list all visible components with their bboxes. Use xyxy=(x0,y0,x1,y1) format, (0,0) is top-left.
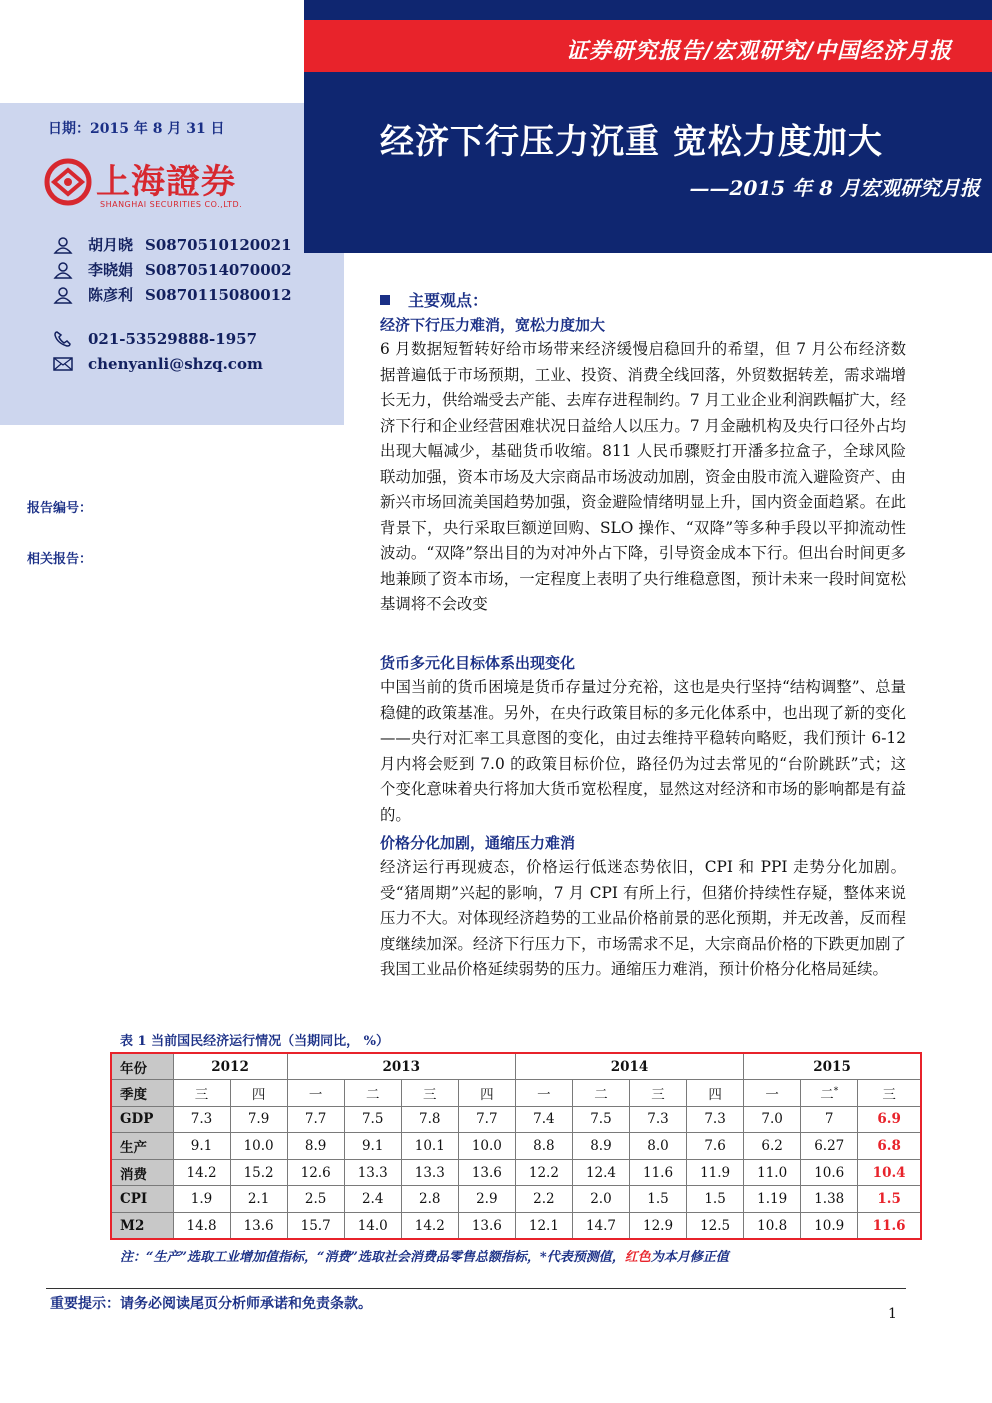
indicator-label: 生产 xyxy=(111,1133,173,1160)
person-icon xyxy=(52,236,74,254)
value-cell: 2.5 xyxy=(287,1186,344,1213)
value-cell: 1.5 xyxy=(630,1186,687,1213)
value-cell: 2.9 xyxy=(458,1186,515,1213)
value-cell: 11.6 xyxy=(630,1159,687,1186)
section-heading: 货币多元化目标体系出现变化 xyxy=(380,654,576,672)
value-cell: 14.7 xyxy=(572,1213,629,1240)
quarter-cell: 四 xyxy=(458,1080,515,1107)
value-cell: 12.1 xyxy=(515,1213,572,1240)
value-cell: 15.2 xyxy=(230,1159,287,1186)
value-cell: 7.0 xyxy=(744,1106,801,1133)
quarter-cell: 三 xyxy=(630,1080,687,1107)
value-cell: 1.38 xyxy=(801,1186,858,1213)
value-cell: 1.5 xyxy=(858,1186,921,1213)
related-reports-label: 相关报告： xyxy=(27,552,93,567)
logo-text-cn: 上海證券 xyxy=(96,162,236,202)
quarter-cell: 一 xyxy=(515,1080,572,1107)
value-cell: 10.9 xyxy=(801,1213,858,1240)
value-cell: 6.9 xyxy=(858,1106,921,1133)
section-paragraph: 6 月数据短暂转好给市场带来经济缓慢启稳回升的希望，但 7 月公布经济数据普遍低于市场预期，工业、投资、消费全线回落，外贸数据转差，需求端增长无力，供给端受去产能、去库存进程制约。7 月工业企业利润跌幅扩大，经济下行和企业经营困难状况日益给人以压力。7 月金融机构及央行口径外占均出现大幅减少，基础货币收缩。811 人民币骤贬打开潘多拉盒子，全球风险联动加强，资本市场及大宗商品市场波动加剧，资金由股市流入避险资产、由新兴市场回流美国趋势加强，资金避险情绪明显上升，国内资金面趋紧。在此背景下，央行采取巨额逆回购、SLO 操作、“双降”等多种手段以平抑流动性波动。“双降”祭出目的为对冲外占下降，引导资金成本下行。但出台时间更多地兼顾了资本市场，一定程度上表明了央行维稳意图，预计未来一段时间宽松基调将不会改变 xyxy=(380,340,906,613)
value-cell: 13.6 xyxy=(458,1213,515,1240)
quarter-cell: 二* xyxy=(801,1080,858,1107)
disclaimer-notice: 重要提示：请务必阅读尾页分析师承诺和免责条款。 xyxy=(50,1296,372,1312)
quarter-cell: 三 xyxy=(858,1080,921,1107)
value-cell: 2.2 xyxy=(515,1186,572,1213)
value-cell: 1.19 xyxy=(744,1186,801,1213)
value-cell: 10.0 xyxy=(458,1133,515,1160)
value-cell: 14.2 xyxy=(173,1159,230,1186)
economic-data-table xyxy=(110,1052,922,1240)
value-cell: 8.0 xyxy=(630,1133,687,1160)
value-cell: 7.3 xyxy=(630,1106,687,1133)
table-caption: 表 1 当前国民经济运行情况（当期同比， %） xyxy=(120,1034,389,1049)
analyst-1 xyxy=(52,234,292,255)
value-cell: 13.6 xyxy=(458,1159,515,1186)
value-cell: 7.3 xyxy=(687,1106,744,1133)
year-cell: 2015 xyxy=(744,1053,921,1080)
bullet-square-icon xyxy=(380,295,390,305)
value-cell: 12.5 xyxy=(687,1213,744,1240)
email-address[interactable]: chenyanli@shzq.com xyxy=(88,355,263,373)
phone-contact xyxy=(52,330,257,348)
person-icon xyxy=(52,261,74,279)
value-cell: 2.0 xyxy=(572,1186,629,1213)
analyst-id: S0870514070002 xyxy=(145,260,292,279)
value-cell: 11.9 xyxy=(687,1159,744,1186)
indicator-label: 消费 xyxy=(111,1159,173,1186)
value-cell: 10.6 xyxy=(801,1159,858,1186)
value-cell: 14.0 xyxy=(344,1213,401,1240)
value-cell: 13.3 xyxy=(401,1159,458,1186)
value-cell: 10.8 xyxy=(744,1213,801,1240)
footer-divider xyxy=(46,1288,906,1289)
value-cell: 6.2 xyxy=(744,1133,801,1160)
phone-icon xyxy=(52,330,74,348)
analyst-name: 胡月晓 xyxy=(88,236,134,254)
value-cell: 6.27 xyxy=(801,1133,858,1160)
value-cell: 2.8 xyxy=(401,1186,458,1213)
email-contact[interactable] xyxy=(52,355,263,373)
person-icon xyxy=(52,286,74,304)
value-cell: 8.9 xyxy=(572,1133,629,1160)
value-cell: 1.5 xyxy=(687,1186,744,1213)
value-cell: 15.7 xyxy=(287,1213,344,1240)
table-row xyxy=(111,1213,921,1240)
analyst-2 xyxy=(52,259,292,280)
value-cell: 11.6 xyxy=(858,1213,921,1240)
value-cell: 12.9 xyxy=(630,1213,687,1240)
value-cell: 1.9 xyxy=(173,1186,230,1213)
quarter-cell: 三 xyxy=(173,1080,230,1107)
table-row xyxy=(111,1186,921,1213)
report-title: 经济下行压力沉重 宽松力度加大 xyxy=(380,122,883,162)
value-cell: 7.5 xyxy=(572,1106,629,1133)
section-heading: 经济下行压力难消，宽松力度加大 xyxy=(380,316,606,334)
value-cell: 8.8 xyxy=(515,1133,572,1160)
mail-icon xyxy=(52,355,74,373)
year-cell: 2013 xyxy=(287,1053,515,1080)
value-cell: 7.5 xyxy=(344,1106,401,1133)
section-paragraph: 中国当前的货币困境是货币存量过分充裕，这也是央行坚持“结构调整”、总量稳健的政策基准。另外，在央行政策目标的多元化体系中，也出现了新的变化——央行对汇率工具意图的变化，由过去维持平稳转向略贬，我们预计 6-12 月内将会贬到 7.0 的政策目标价位，路径仍为过去常见的“台阶跳跃”式；这个变化意味着央行将加大货币宽松程度，显然这对经济和市场的影响都是有益的。 xyxy=(380,678,906,824)
table-note: 注：“生产”选取工业增加值指标，“消费”选取社会消费品零售总额指标，*代表预测值，红色为本月修正值 xyxy=(120,1250,729,1265)
page-number: 1 xyxy=(888,1306,897,1322)
analyst-id: S0870115080012 xyxy=(145,285,292,304)
year-header-cell: 年份 xyxy=(111,1053,173,1080)
quarter-cell: 二 xyxy=(572,1080,629,1107)
indicator-label: CPI xyxy=(111,1186,173,1213)
logo-text-en: SHANGHAI SECURITIES CO.,LTD. xyxy=(100,200,243,209)
table-row xyxy=(111,1159,921,1186)
value-cell: 7 xyxy=(801,1106,858,1133)
indicator-label: GDP xyxy=(111,1106,173,1133)
analyst-name: 李晓娟 xyxy=(88,261,134,279)
report-number-label: 报告编号： xyxy=(27,501,93,516)
series-title: 证券研究报告/宏观研究/中国经济月报 xyxy=(565,38,952,64)
quarter-cell: 一 xyxy=(287,1080,344,1107)
section-paragraph: 经济运行再现疲态，价格运行低迷态势依旧，CPI 和 PPI 走势分化加剧。受“猪周期”兴起的影响，7 月 CPI 有所上行，但猪价持续性存疑，整体来说压力不大。对体现经济趋势的工业品价格前景的恶化预期，并无改善，反而程度继续加深。经济下行压力下，市场需求不足，大宗商品价格的下跌更加剧了我国工业品价格延续弱势的压力。通缩压力难消，预计价格分化格局延续。 xyxy=(380,858,906,978)
quarter-cell: 一 xyxy=(744,1080,801,1107)
value-cell: 10.4 xyxy=(858,1159,921,1186)
report-date: 日期：2015 年 8 月 31 日 xyxy=(48,121,225,137)
value-cell: 10.1 xyxy=(401,1133,458,1160)
quarter-cell: 二 xyxy=(344,1080,401,1107)
logo-mark-icon xyxy=(44,158,92,206)
analyst-name: 陈彦利 xyxy=(88,286,134,304)
value-cell: 2.4 xyxy=(344,1186,401,1213)
value-cell: 7.7 xyxy=(458,1106,515,1133)
value-cell: 14.8 xyxy=(173,1213,230,1240)
report-subtitle: ——2015 年 8 月宏观研究月报 xyxy=(689,176,980,200)
value-cell: 13.3 xyxy=(344,1159,401,1186)
section-heading: 价格分化加剧，通缩压力难消 xyxy=(380,834,576,852)
table-row xyxy=(111,1106,921,1133)
quarter-cell: 三 xyxy=(401,1080,458,1107)
value-cell: 7.3 xyxy=(173,1106,230,1133)
indicator-label: M2 xyxy=(111,1213,173,1240)
value-cell: 8.9 xyxy=(287,1133,344,1160)
key-points-heading: 主要观点： xyxy=(380,288,488,311)
quarter-cell: 四 xyxy=(687,1080,744,1107)
value-cell: 11.0 xyxy=(744,1159,801,1186)
value-cell: 12.6 xyxy=(287,1159,344,1186)
value-cell: 14.2 xyxy=(401,1213,458,1240)
value-cell: 6.8 xyxy=(858,1133,921,1160)
value-cell: 12.4 xyxy=(572,1159,629,1186)
quarter-cell: 四 xyxy=(230,1080,287,1107)
value-cell: 12.2 xyxy=(515,1159,572,1186)
table-row xyxy=(111,1133,921,1160)
year-cell: 2012 xyxy=(173,1053,287,1080)
estimate-marker: * xyxy=(833,1086,839,1097)
value-cell: 2.1 xyxy=(230,1186,287,1213)
table-row xyxy=(111,1053,921,1080)
analyst-id: S0870510120021 xyxy=(145,235,292,254)
value-cell: 7.8 xyxy=(401,1106,458,1133)
quarter-header-cell: 季度 xyxy=(111,1080,173,1107)
company-logo xyxy=(44,152,284,218)
value-cell: 9.1 xyxy=(344,1133,401,1160)
year-cell: 2014 xyxy=(515,1053,743,1080)
value-cell: 7.4 xyxy=(515,1106,572,1133)
value-cell: 10.0 xyxy=(230,1133,287,1160)
value-cell: 7.9 xyxy=(230,1106,287,1133)
value-cell: 7.6 xyxy=(687,1133,744,1160)
value-cell: 9.1 xyxy=(173,1133,230,1160)
value-cell: 13.6 xyxy=(230,1213,287,1240)
phone-number: 021-53529888-1957 xyxy=(88,330,258,348)
analyst-3 xyxy=(52,284,292,305)
table-row xyxy=(111,1080,921,1107)
value-cell: 7.7 xyxy=(287,1106,344,1133)
